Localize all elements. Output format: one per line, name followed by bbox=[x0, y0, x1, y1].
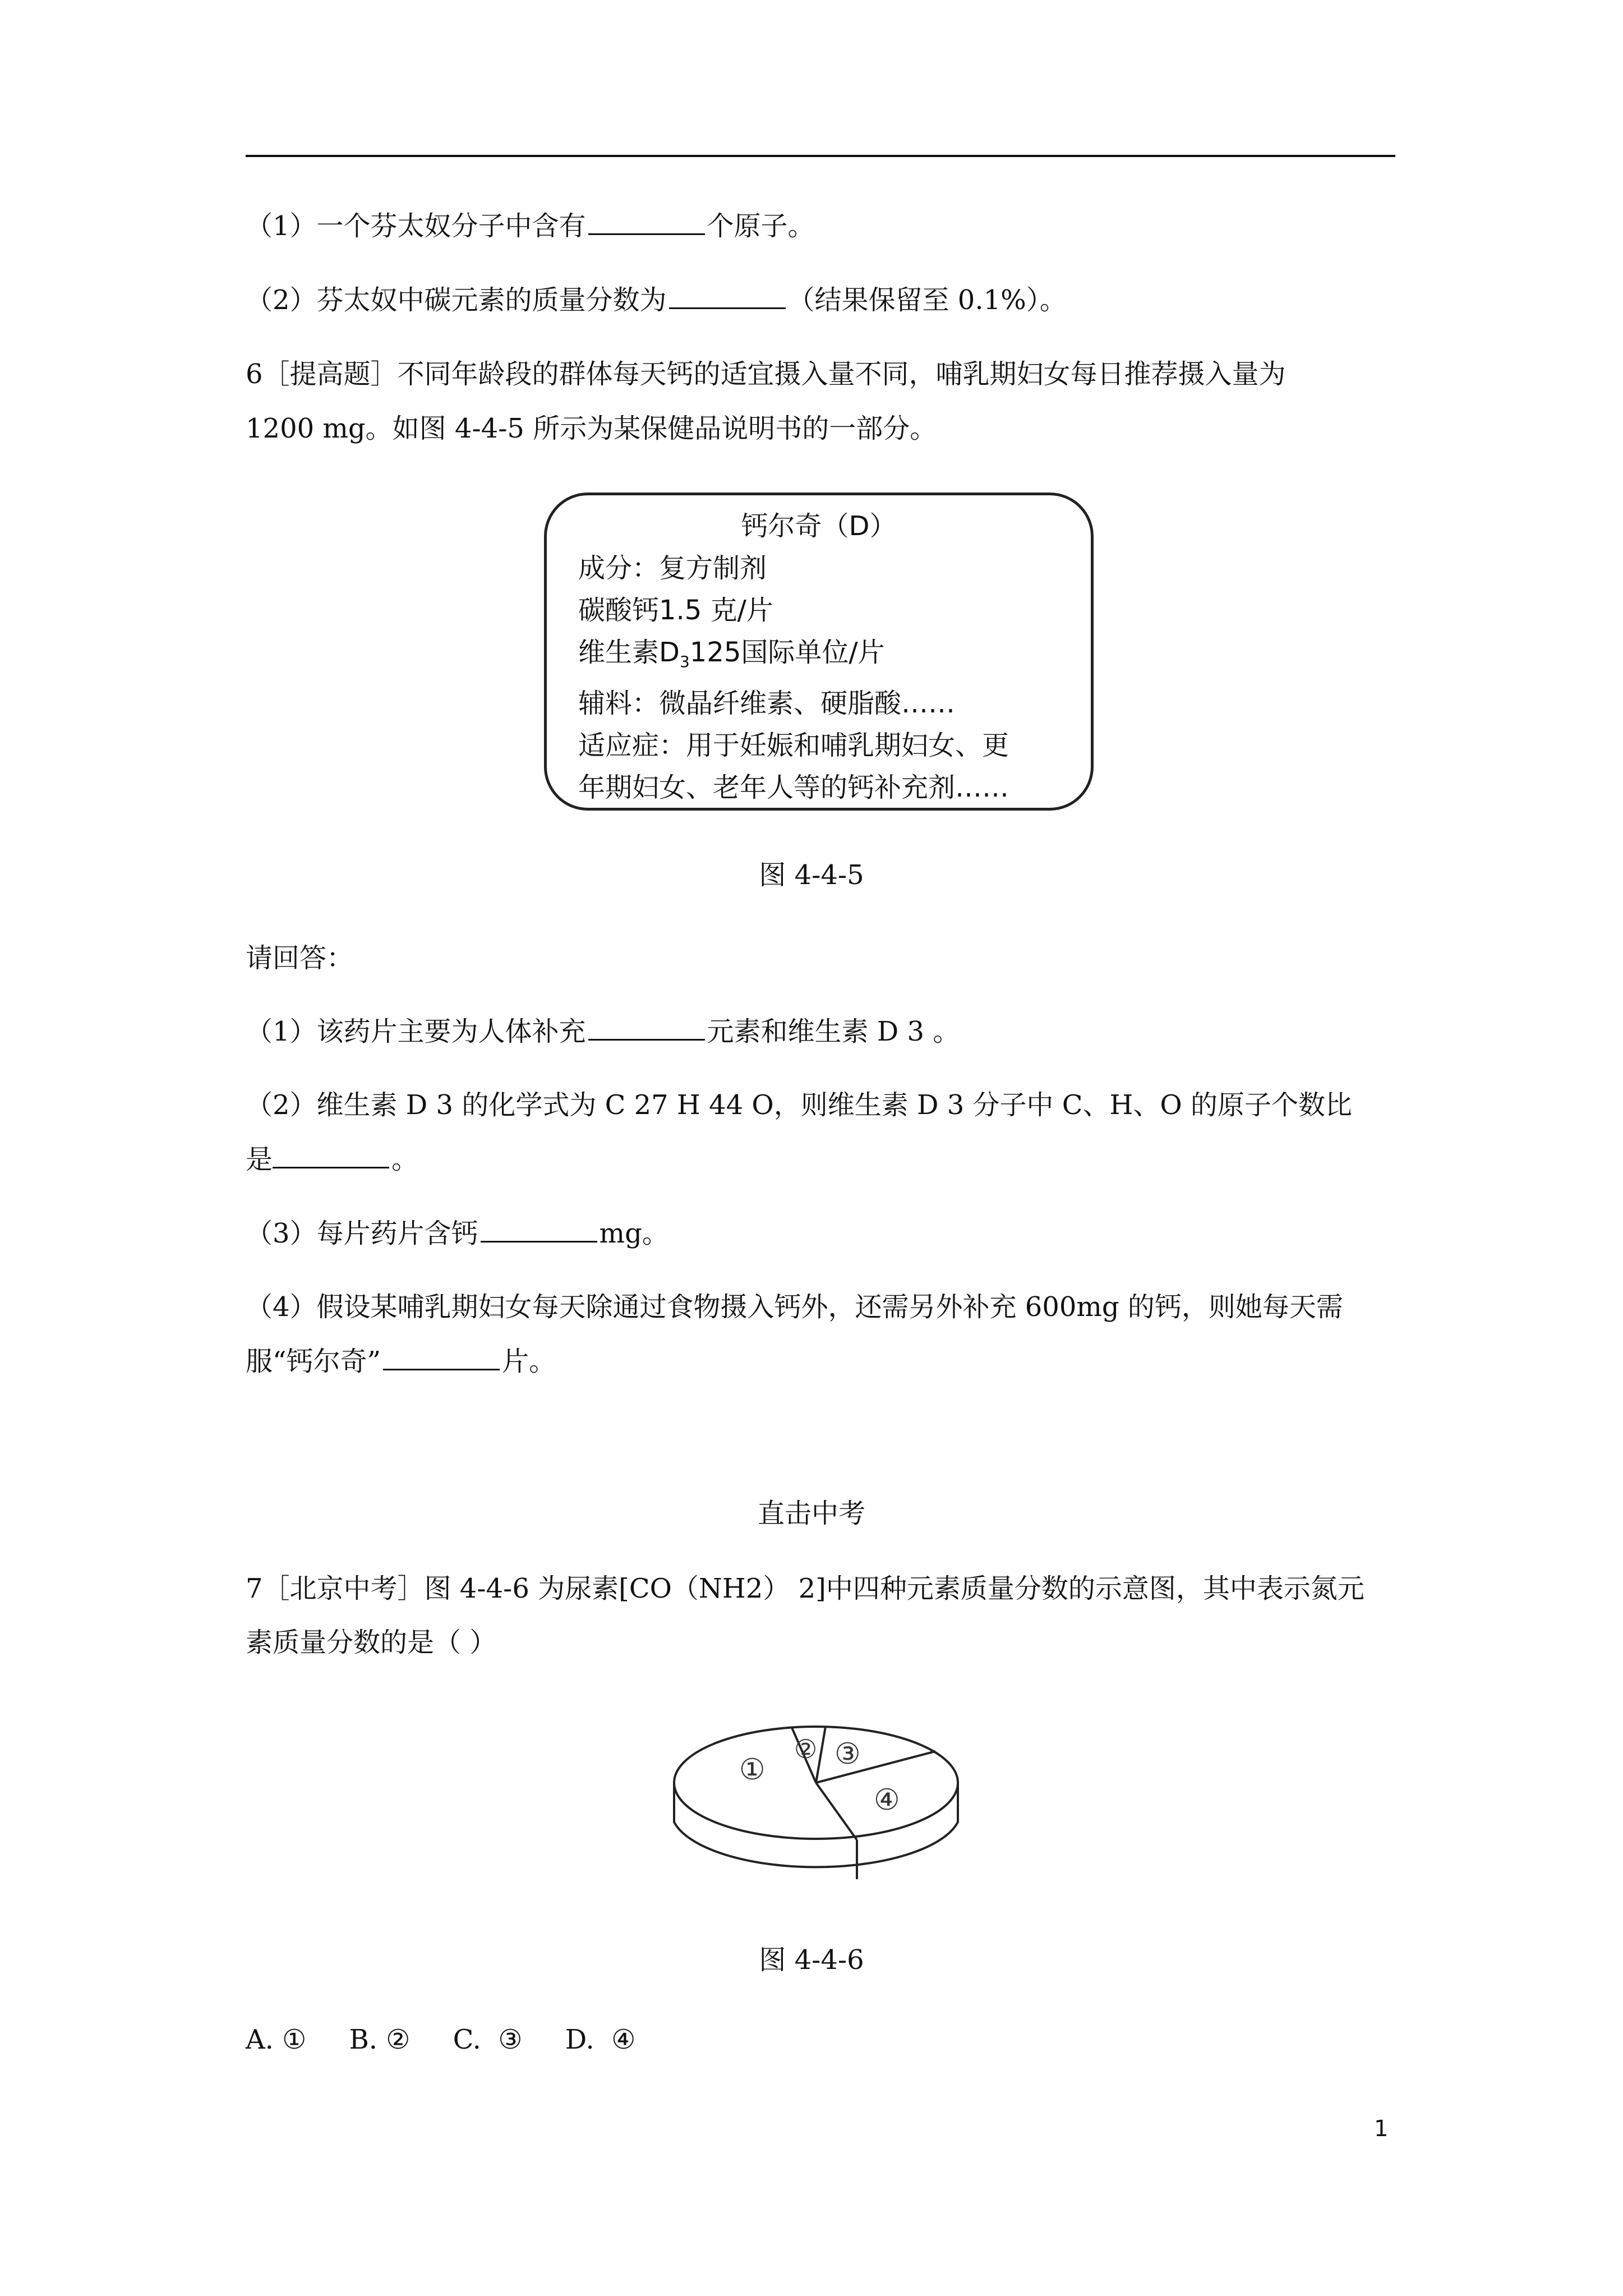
q6-intro-line2: 1200 mg。如图 4-4-5 所示为某保健品说明书的一部分。 bbox=[246, 413, 937, 444]
q6-sub2-text-before: 是 bbox=[246, 1144, 273, 1175]
box-ingredients: 成分：复方制剂 bbox=[578, 553, 767, 584]
figure-caption-445: 图 4-4-5 bbox=[759, 859, 864, 891]
q6-sub4-text-after: 片。 bbox=[502, 1346, 556, 1377]
box-vitamin bbox=[578, 632, 1091, 683]
q5-sub2 bbox=[246, 283, 1067, 317]
q5-sub1-blank[interactable] bbox=[588, 209, 705, 235]
q6-sub3 bbox=[246, 1216, 669, 1250]
pie-diagram bbox=[667, 1705, 970, 1890]
pie-label-4: ④ bbox=[874, 1783, 900, 1817]
q5-sub2-text-after: （结果保留至 0.1%）。 bbox=[787, 284, 1067, 316]
q6-sub4-line2 bbox=[246, 1344, 556, 1378]
q6-sub1-text-before: （1）该药片主要为人体补充 bbox=[246, 1016, 586, 1047]
pie-label-2: ② bbox=[794, 1734, 818, 1764]
header-rule bbox=[246, 155, 1395, 157]
supplement-label-box bbox=[544, 493, 1094, 811]
pie-label-1: ① bbox=[739, 1753, 766, 1787]
q7-options[interactable]: A. ① B. ② C. ③ D. ④ bbox=[246, 2024, 636, 2055]
q5-sub2-blank[interactable] bbox=[669, 283, 786, 309]
q6-sub1-text-after: 元素和维生素 D 3 。 bbox=[707, 1016, 960, 1047]
box-calcium: 碳酸钙1.5 克/片 bbox=[578, 595, 773, 626]
box-excipients: 辅料：微晶纤维素、硬脂酸…… bbox=[578, 688, 956, 719]
q6-sub3-text-before: （3）每片药片含钙 bbox=[246, 1218, 478, 1249]
box-indication-line1: 适应症：用于妊娠和哺乳期妇女、更 bbox=[578, 730, 1009, 761]
page-number: 1 bbox=[1374, 2116, 1389, 2142]
q6-sub4-text-before: 服“钙尔奇” bbox=[246, 1346, 381, 1377]
q6-sub1-blank[interactable] bbox=[588, 1014, 705, 1041]
q5-sub1-text-before: （1）一个芬太奴分子中含有 bbox=[246, 210, 586, 242]
pie-diagram-svg bbox=[667, 1705, 970, 1890]
box-title: 钙尔奇（D） bbox=[741, 510, 897, 542]
q6-sub4-line1: （4）假设某哺乳期妇女每天除通过食物摄入钙外，还需另外补充 600mg 的钙，则她每天需 bbox=[246, 1291, 1343, 1323]
q6-sub3-text-after: mg。 bbox=[599, 1218, 669, 1249]
q6-prompt: 请回答： bbox=[246, 942, 354, 974]
box-vitamin-prefix: 维生素D bbox=[578, 637, 680, 668]
q5-sub2-text-before: （2）芬太奴中碳元素的质量分数为 bbox=[246, 284, 667, 316]
q7-line2: 素质量分数的是（ ） bbox=[246, 1627, 497, 1658]
q6-sub4-blank[interactable] bbox=[383, 1344, 500, 1370]
q5-sub1-text-after: 个原子。 bbox=[707, 210, 815, 242]
q6-sub2-line1: （2）维生素 D 3 的化学式为 C 27 H 44 O，则维生素 D 3 分子中 C、H、O 的原子个数比 bbox=[246, 1089, 1352, 1121]
q6-sub3-blank[interactable] bbox=[481, 1216, 597, 1243]
q7-line1: 7［北京中考］图 4-4-6 为尿素[CO（NH2） 2]中四种元素质量分数的示意图，其中表示氮元 bbox=[246, 1573, 1364, 1604]
section-title: 直击中考 bbox=[757, 1498, 865, 1529]
q5-sub1 bbox=[246, 209, 815, 243]
box-vitamin-subscript: 3 bbox=[679, 652, 690, 671]
figure-caption-446: 图 4-4-6 bbox=[759, 1944, 864, 1976]
q6-sub2-line2 bbox=[246, 1142, 418, 1176]
q6-sub2-text-after: 。 bbox=[391, 1144, 419, 1175]
box-vitamin-suffix: 125国际单位/片 bbox=[689, 637, 885, 668]
box-indication-line2: 年期妇女、老年人等的钙补充剂…… bbox=[578, 772, 1009, 803]
pie-label-3: ③ bbox=[834, 1737, 861, 1771]
q6-sub2-blank[interactable] bbox=[273, 1142, 389, 1168]
q6-intro-line1: 6［提高题］不同年龄段的群体每天钙的适宜摄入量不同，哺乳期妇女每日推荐摄入量为 bbox=[246, 358, 1286, 390]
q6-sub1 bbox=[246, 1014, 960, 1048]
